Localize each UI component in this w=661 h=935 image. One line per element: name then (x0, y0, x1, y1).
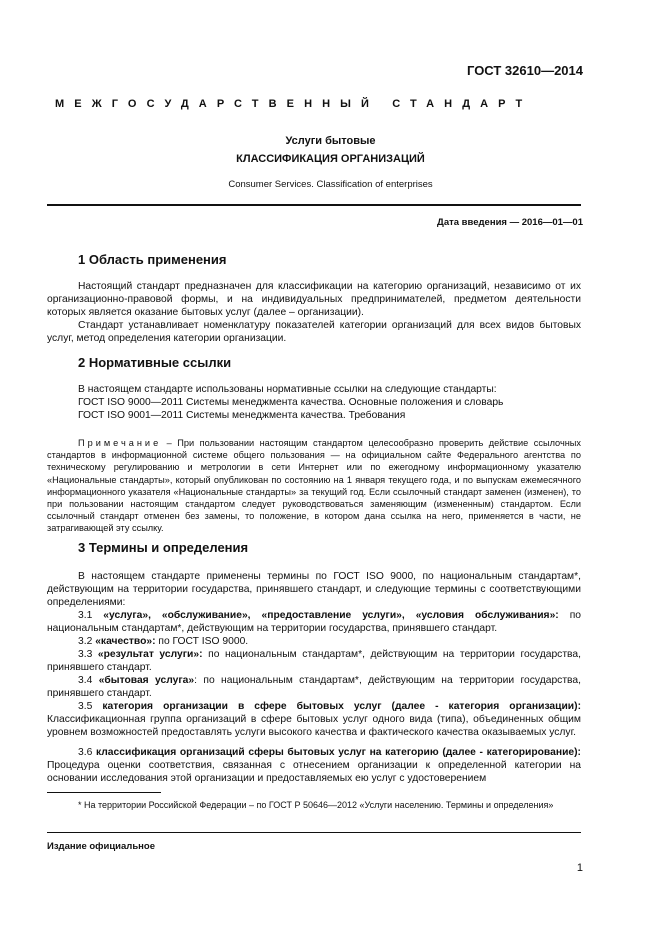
term-3-4 (47, 674, 581, 700)
term-3-3-number: 3.3 (78, 649, 98, 660)
footnote-divider (47, 792, 161, 793)
title-english: Consumer Services. Classification of enterprises (228, 179, 433, 190)
header-divider (47, 204, 581, 206)
intro-date: Дата введения — 2016—01—01 (437, 217, 583, 228)
section-3-heading: 3 Термины и определения (78, 540, 249, 555)
term-3-2-definition: по ГОСТ ISO 9000. (155, 636, 249, 647)
section-1-paragraph-1: Настоящий стандарт предназначен для классификации на категорию организаций, независимо от их организационно-правовой формы, и на индивидуальных предпринимателей, предметом деятельности которых является оказание бытовых услуг (далее – организации). (47, 281, 581, 319)
section-2-paragraph-1: В настоящем стандарте использованы нормативные ссылки на следующие стандарты: (78, 384, 497, 395)
term-3-2-term: «качество»: (95, 636, 156, 647)
edition-label: Издание официальное (47, 841, 155, 852)
section-1-paragraph-2: Стандарт устанавливает номенклатуру показателей категории организаций для всех видов бытовых услуг, метод определения категории организации. (47, 320, 581, 345)
term-3-6-definition: Процедура оценки соответствия, связанная с отнесением организации к определенной категории на основании исследования этой организации и предоставляемых ею услуг с удостоверением (47, 760, 581, 785)
term-3-1-term: «услуга», «обслуживание», «предоставление услуги», «условия обслуживания»: (103, 610, 559, 621)
term-3-4-definition: : по национальным стандартам*, действующим на территории государства, принявшего стандарт. (47, 675, 581, 700)
term-3-5-number: 3.5 (78, 701, 103, 712)
section-1-heading: 1 Область применения (78, 252, 227, 267)
title-line-1: Услуги бытовые (285, 135, 376, 147)
term-3-4-term: «бытовая услуга» (98, 675, 195, 686)
note-text: – При пользовании настоящим стандартом целесообразно проверить действие ссылочных стандартов в информационной системе общего пользования — на официальном сайте Федерального агентства по техническому регулированию и метрологии в сети Интернет или по ежегодному информационному указателю «Национальные стандарты», который опубликован по состоянию на 1 января текущего года, и по выпускам ежемесячного информационного указателя «Национальные стандарты» за текущий год. Если ссылочный стандарт заменен (изменен), то при пользовании настоящим стандартом следует руководствоваться заменяющим (измененным) стандартом. Если ссылочный стандарт отменен без замены, то положение, в котором дана ссылка на него, применяется в части, не затрагивающей эту ссылку. (47, 438, 581, 534)
reference-1: ГОСТ ISO 9000—2011 Системы менеджмента качества. Основные положения и словарь (78, 397, 504, 408)
term-3-3 (47, 648, 581, 674)
note (47, 437, 581, 535)
term-3-6-number: 3.6 (78, 747, 96, 758)
term-3-6 (47, 746, 581, 786)
term-3-3-term: «результат услуги»: (97, 649, 203, 660)
term-3-5 (47, 700, 581, 740)
term-3-1-definition: по национальным стандартам*, действующим на территории государства, принявшего стандарт. (47, 610, 581, 635)
standard-banner: МЕЖГОСУДАРСТВЕННЫЙ СТАНДАРТ (55, 98, 533, 110)
footnote: * На территории Российской Федерации – по ГОСТ Р 50646—2012 «Услуги населению. Термины и определения» (78, 800, 554, 810)
term-3-2-number: 3.2 (78, 636, 96, 647)
section-2-heading: 2 Нормативные ссылки (78, 355, 232, 370)
term-3-3-definition: по национальным стандартам*, действующим на территории государства, принявшего стандарт. (47, 649, 581, 674)
page-number: 1 (576, 862, 583, 874)
term-3-4-number: 3.4 (78, 675, 99, 686)
section-3-intro: В настоящем стандарте применены термины по ГОСТ ISO 9000, по национальным стандартам*, действующим на территории государства, принявшего стандарт, и следующие термины с соответствующими определениями: (47, 571, 581, 609)
term-3-5-term: категория организации в сфере бытовых услуг (далее - категория организации): (102, 701, 581, 712)
standard-number: ГОСТ 32610—2014 (467, 63, 583, 78)
term-3-5-definition: Классификационная группа организаций в сфере бытовых услуг одного вида (типа), объединенных общим уровнем возможностей предоставлять услуги высокого качества и фактического качества оказываемых услуг. (47, 714, 581, 739)
reference-2: ГОСТ ISO 9001—2011 Системы менеджмента качества. Требования (78, 410, 406, 421)
title-line-2: КЛАССИФИКАЦИЯ ОРГАНИЗАЦИЙ (236, 153, 425, 165)
note-label: Примечание (78, 438, 162, 448)
term-3-6-term: классификация организаций сферы бытовых услуг на категорию (далее - категорирование): (95, 747, 581, 758)
term-3-1-number: 3.1 (78, 610, 104, 621)
term-3-2 (47, 635, 581, 648)
footer-divider (47, 832, 581, 833)
term-3-1 (47, 609, 581, 635)
